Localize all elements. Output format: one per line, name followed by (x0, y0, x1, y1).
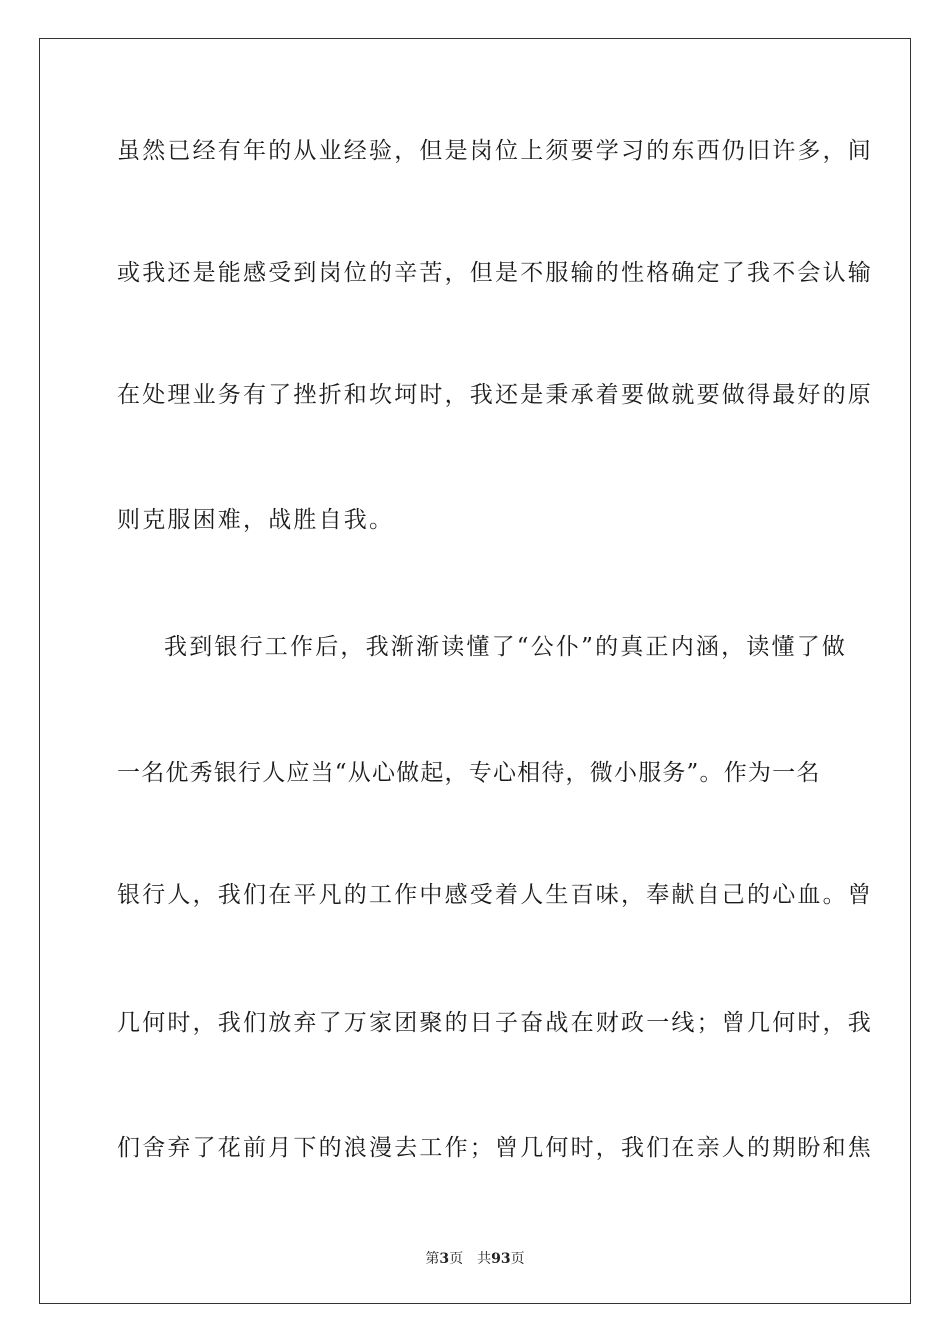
total-suffix: 页 (510, 1251, 525, 1267)
text-line-5: 我到银行工作后，我渐渐读懂了“公仆”的真正内涵，读懂了做 (164, 634, 848, 660)
text-line-3: 在处理业务有了挫折和坎坷时，我还是秉承着要做就要做得最好的原 (117, 382, 873, 408)
text-line-6: 一名优秀银行人应当“从心做起，专心相待，微小服务”。作为一名 (117, 760, 821, 786)
page-footer (0, 1248, 950, 1268)
page-border (39, 38, 911, 1304)
text-line-4: 则克服困难，战胜自我。 (117, 507, 395, 533)
total-pages: 93 (491, 1251, 511, 1267)
page-number: 3 (439, 1251, 450, 1267)
text-line-7: 银行人，我们在平凡的工作中感受着人生百味，奉献自己的心血。曾 (117, 882, 873, 908)
page-suffix: 页 (449, 1251, 464, 1267)
text-line-1: 虽然已经有年的从业经验，但是岗位上须要学习的东西仍旧许多，间 (117, 138, 873, 164)
text-line-9: 们舍弃了花前月下的浪漫去工作；曾几何时，我们在亲人的期盼和焦 (117, 1135, 873, 1161)
text-line-2: 或我还是能感受到岗位的辛苦，但是不服输的性格确定了我不会认输 (117, 260, 873, 286)
text-line-8: 几何时，我们放弃了万家团聚的日子奋战在财政一线；曾几何时，我 (117, 1010, 873, 1036)
total-prefix: 共 (477, 1251, 492, 1267)
page-prefix: 第 (425, 1251, 440, 1267)
